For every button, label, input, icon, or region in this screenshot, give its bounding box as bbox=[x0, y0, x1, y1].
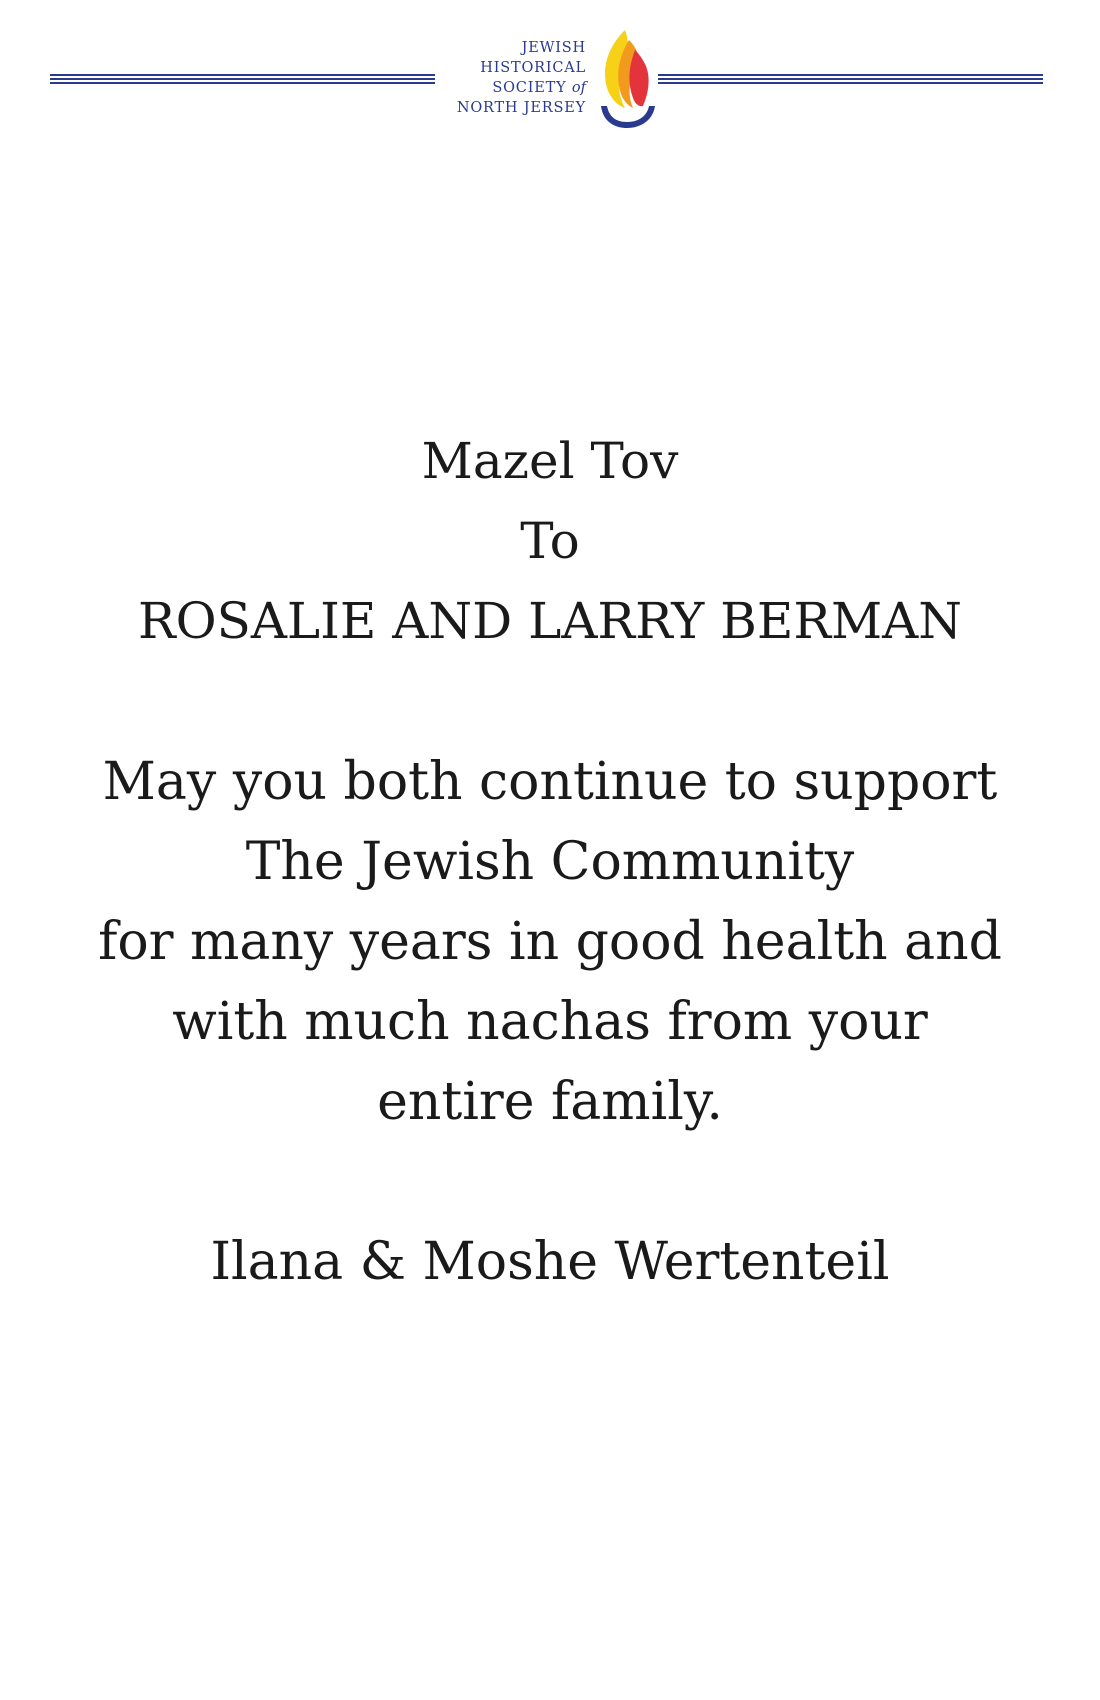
header-rule-right bbox=[658, 74, 1043, 86]
wish-line-2: The Jewish Community bbox=[245, 832, 855, 892]
to-line: To bbox=[520, 512, 580, 570]
flame-logo-icon bbox=[595, 26, 659, 130]
org-name-line-3: SOCIETY of bbox=[492, 80, 586, 96]
wish-line-1: May you both continue to support bbox=[102, 752, 998, 812]
signature: Ilana & Moshe Wertenteil bbox=[210, 1232, 890, 1292]
organization-name bbox=[410, 38, 586, 118]
org-name-line-4: NORTH JERSEY bbox=[456, 100, 586, 116]
wish-line-4: with much nachas from your bbox=[172, 992, 928, 1052]
letterhead bbox=[0, 0, 1100, 150]
wish-line-3: for many years in good health and bbox=[98, 912, 1002, 972]
bowl-base-icon bbox=[601, 106, 655, 128]
honorees-names: ROSALIE AND LARRY BERMAN bbox=[137, 592, 963, 650]
header-rule-left bbox=[50, 74, 435, 86]
wish-line-5: entire family. bbox=[377, 1072, 723, 1132]
org-name-line-2: HISTORICAL bbox=[480, 60, 586, 76]
greeting: Mazel Tov bbox=[421, 432, 679, 490]
org-name-line-1: JEWISH bbox=[521, 40, 586, 56]
flame-red-icon bbox=[629, 50, 648, 106]
